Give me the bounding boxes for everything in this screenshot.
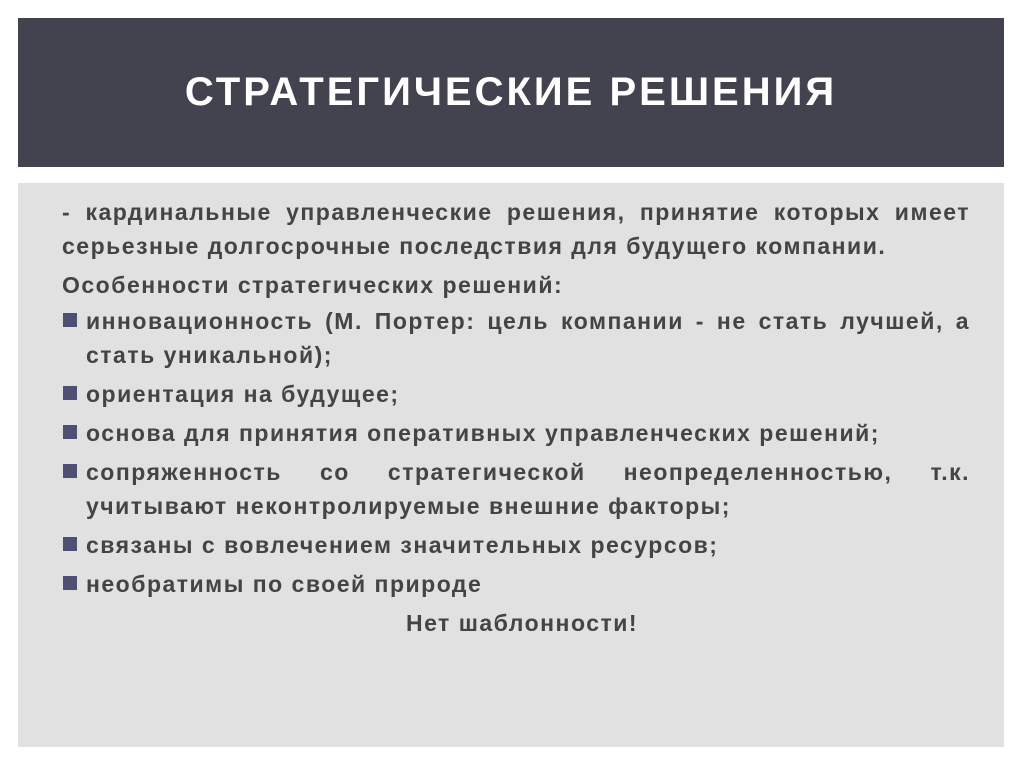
square-bullet-icon [63, 464, 77, 478]
list-item-text: инновационность (М. Портер: цель компании - не стать лучшей, а стать уникальной); [86, 308, 970, 368]
conclusion-text: Нет шаблонности! [405, 610, 639, 636]
list-item-text: сопряженность со стратегической неопределенностью, т.к. учитывают неконтролируемые внешние факторы; [86, 459, 970, 519]
square-bullet-icon [63, 576, 77, 590]
square-bullet-icon [63, 425, 77, 439]
list-item [60, 455, 970, 523]
slide-title: СТРАТЕГИЧЕСКИЕ РЕШЕНИЯ [184, 70, 838, 114]
list-item-text: необратимы по своей природе [86, 571, 483, 597]
list-item [60, 567, 970, 601]
features-heading: Особенности стратегических решений: [62, 272, 564, 298]
list-item [60, 304, 970, 372]
definition-text: - кардинальные управленческие решения, принятие которых имеет серьезные долгосрочные последствия для будущего компании. [62, 199, 970, 259]
list-item [60, 416, 970, 450]
square-bullet-icon [63, 386, 77, 400]
square-bullet-icon [63, 313, 77, 327]
list-item [60, 377, 970, 411]
features-list [60, 304, 970, 601]
list-item-text: основа для принятия оперативных управленческих решений; [86, 420, 880, 446]
list-item-text: ориентация на будущее; [86, 381, 400, 407]
title-bar [18, 18, 1004, 167]
content-box [18, 183, 1004, 747]
list-item-text: связаны с вовлечением значительных ресурсов; [86, 532, 719, 558]
list-item [60, 528, 970, 562]
square-bullet-icon [63, 537, 77, 551]
